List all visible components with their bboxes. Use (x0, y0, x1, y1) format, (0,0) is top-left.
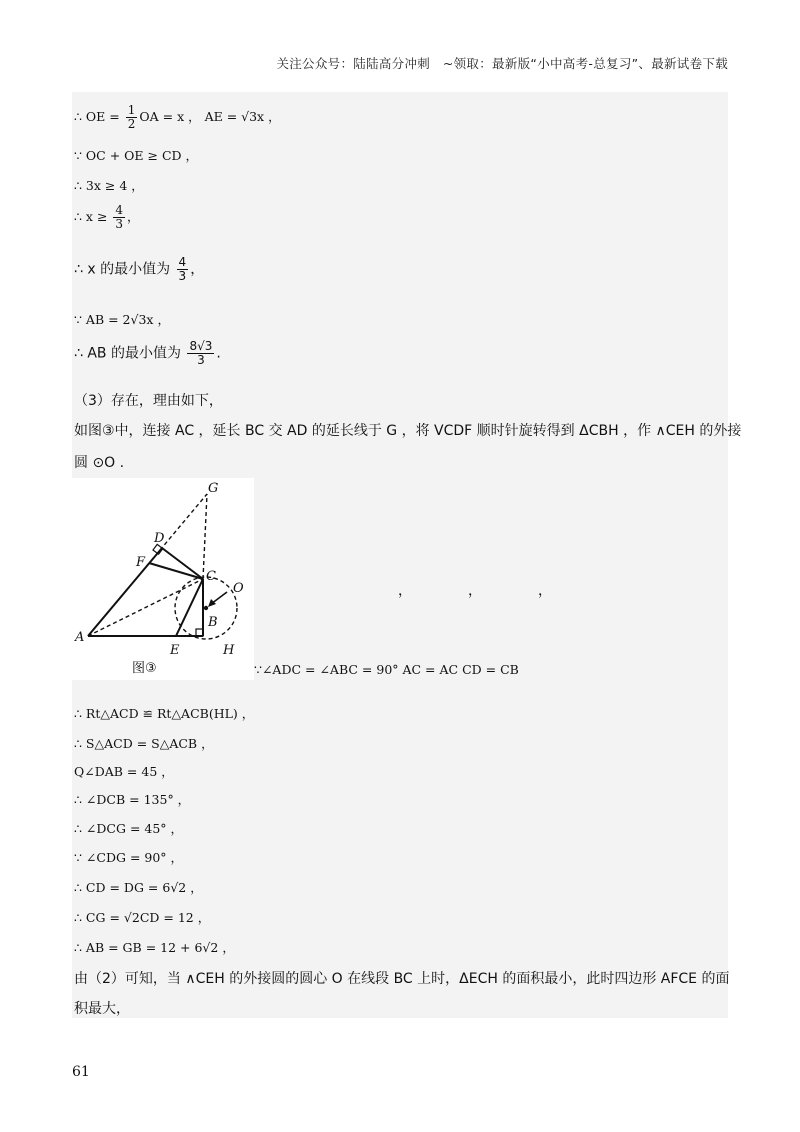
label-B: B (208, 615, 218, 630)
fraction-half (126, 104, 138, 131)
line-3: ∴ 3x ≥ 4 ， (74, 178, 144, 193)
line-13: ∴ S△ACD = S△ACB ， (74, 736, 214, 751)
l7-suffix: . (216, 345, 221, 362)
l1-suffix: OA = x ， AE = √3x ， (139, 109, 281, 125)
line-5 (74, 256, 204, 283)
comma-3: ， (538, 583, 552, 599)
line-8: （3）存在，理由如下， (74, 393, 223, 409)
label-D: D (154, 531, 165, 546)
line-20: ∴ AB = GB = 12 + 6√2 ， (74, 940, 235, 955)
line-10: 圆 ⊙O . (74, 455, 125, 471)
line-18: ∴ CD = DG = 6√2 ， (74, 880, 203, 895)
page-number: 61 (72, 1064, 90, 1080)
content-area (72, 92, 742, 1018)
segment-FC (149, 563, 203, 579)
line-1 (74, 104, 281, 131)
line-19: ∴ CG = √2CD = 12 ， (74, 910, 211, 925)
segment-AC-dashed (88, 579, 203, 636)
line-15: ∴ ∠DCB = 135° ， (74, 792, 191, 807)
line-22: 积最大， (74, 1001, 130, 1017)
l5-prefix: ∴ x 的最小值为 (74, 261, 175, 278)
figure-caption: 图③ (132, 661, 157, 676)
l7-prefix: ∴ AB 的最小值为 (74, 345, 186, 362)
segment-CE (176, 579, 203, 636)
label-C: C (206, 569, 216, 584)
line-16: ∴ ∠DCG = 45° ， (74, 821, 184, 836)
frac-num: 4 (178, 255, 187, 269)
line-11: ∵∠ADC = ∠ABC = 90° AC = AC CD = CB (254, 662, 519, 677)
line-14: Q∠DAB = 45 ， (74, 764, 174, 779)
fraction-4-3b (177, 256, 189, 283)
segment-DC (162, 548, 203, 579)
label-H: H (223, 643, 235, 658)
label-F: F (136, 555, 146, 570)
line-21: 由（2）可知，当 ∧CEH 的外接圆的圆心 O 在线段 BC 上时，ΔECH 的面积最小，此时四边形 AFCE 的面 (74, 971, 730, 987)
geometry-figure (72, 478, 254, 680)
frac-den: 3 (178, 269, 187, 284)
right-angle-B (196, 629, 203, 636)
label-O: O (233, 581, 244, 596)
line-4 (74, 204, 140, 231)
label-G: G (208, 481, 219, 496)
line-2: ∵ OC + OE ≥ CD ， (74, 148, 199, 163)
frac-num: 1 (127, 103, 136, 117)
line-9: 如图③中，连接 AC ，延长 BC 交 AD 的延长线于 G ，将 VCDF 顺时针旋转得到 ΔCBH ，作 ∧CEH 的外接 (74, 423, 742, 439)
l1-prefix: ∴ OE = (74, 109, 124, 125)
segment-CG-dashed (203, 494, 207, 579)
l4-prefix: ∴ x ≥ (74, 209, 112, 225)
line-7 (74, 340, 221, 367)
frac-num: 8√3 (189, 339, 213, 353)
comma-1: ， (398, 583, 412, 599)
l4-suffix: ， (127, 209, 140, 225)
figure-svg (72, 478, 254, 680)
line-12: ∴ Rt△ACD ≌ Rt△ACB(HL) ， (74, 706, 255, 721)
page-header: 关注公众号：陆陆高分冲刺 ~领取：最新版“小中高考-总复习”、最新试卷下载 (276, 56, 728, 71)
label-A: A (75, 630, 85, 645)
center-O-dot (204, 606, 208, 610)
frac-num: 4 (115, 203, 124, 217)
label-E: E (170, 643, 180, 658)
line-6: ∵ AB = 2√3x ， (74, 312, 170, 327)
line-17: ∵ ∠CDG = 90° ， (74, 850, 184, 865)
frac-den: 2 (127, 117, 136, 132)
fraction-8root3-3 (187, 340, 214, 367)
fraction-4-3 (113, 204, 125, 231)
frac-den: 3 (197, 353, 205, 368)
frac-den: 3 (115, 217, 124, 232)
comma-2: ， (468, 583, 482, 599)
l5-suffix: ， (190, 261, 205, 278)
